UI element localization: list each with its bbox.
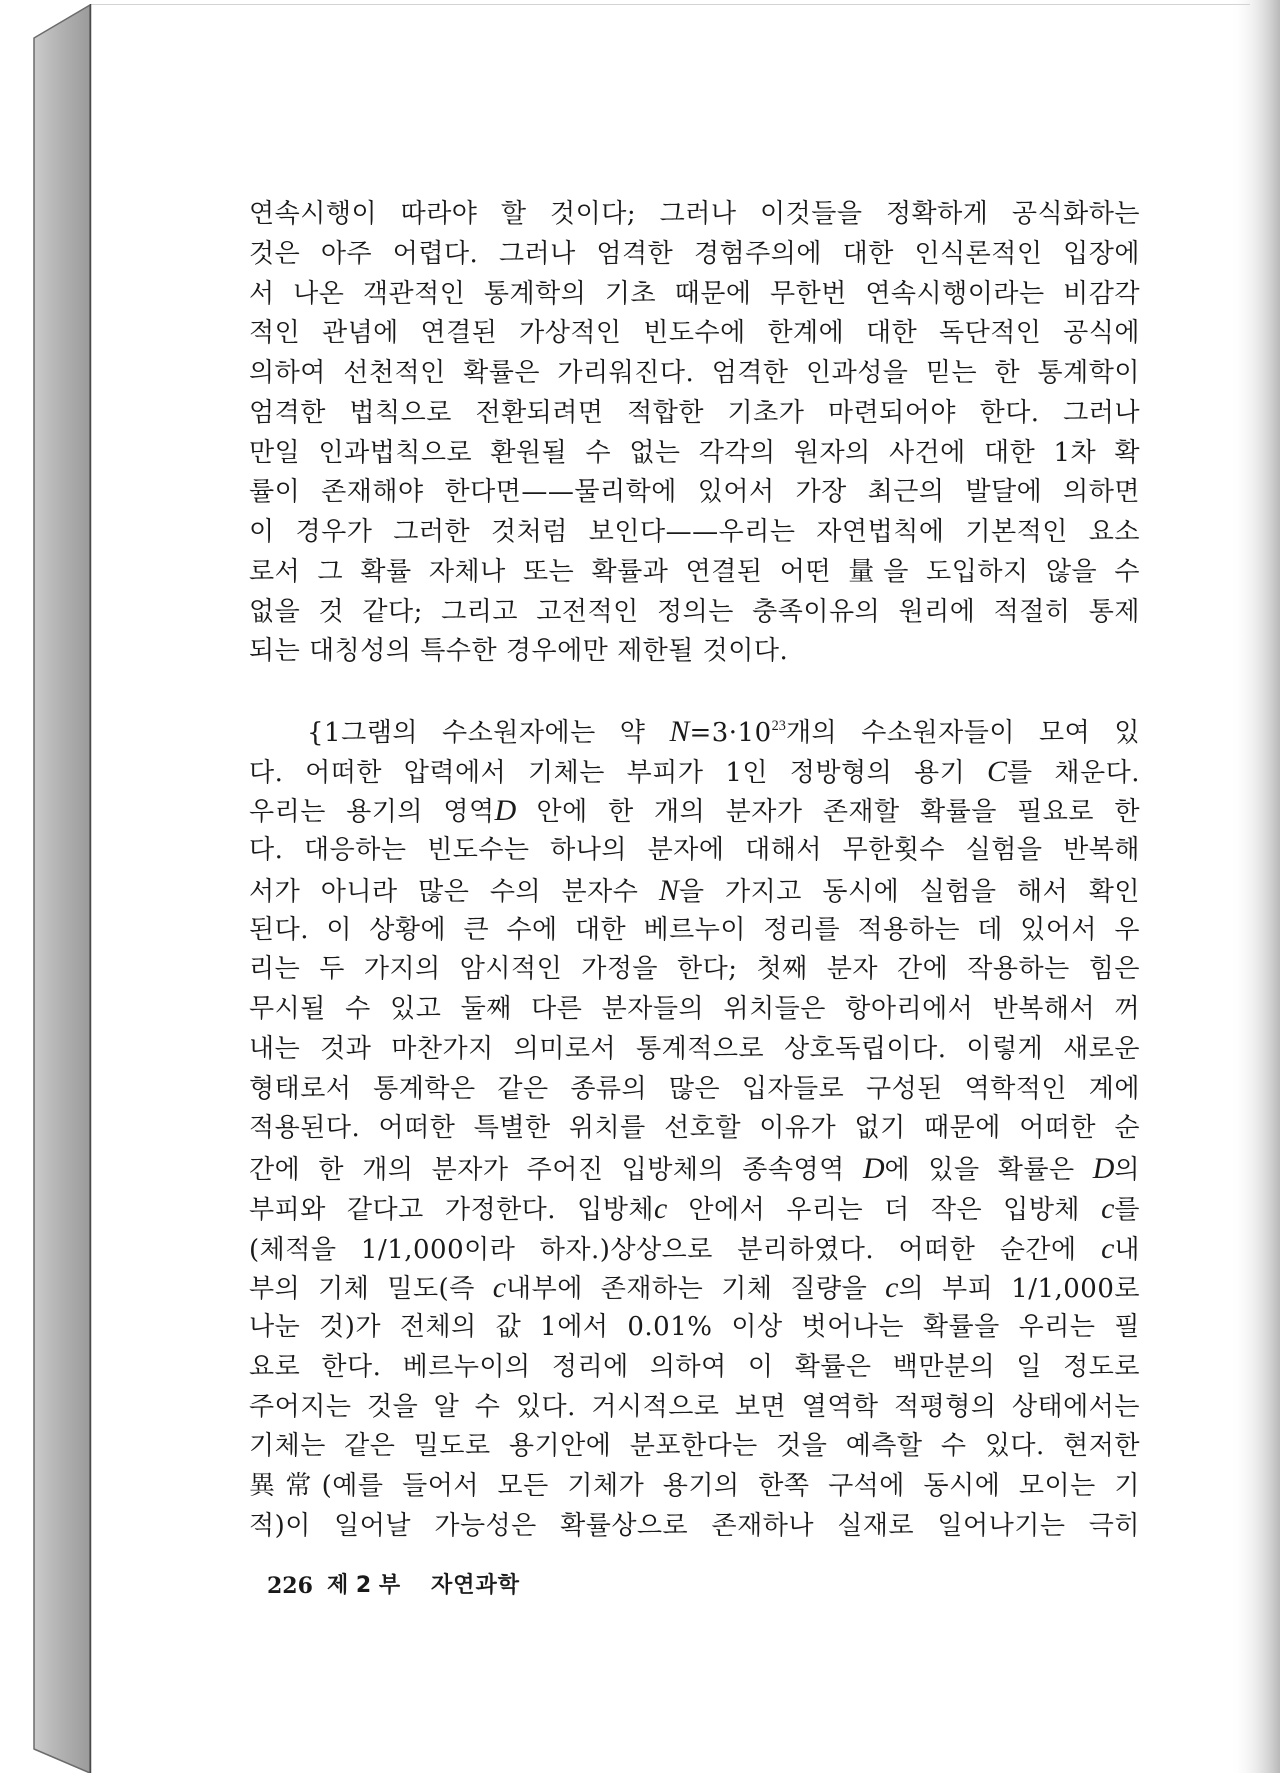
text-run: 간에 한 개의 분자가 주어진 입방체의 종속영역 [249, 1155, 863, 1185]
text-line: 적용된다. 어떠한 특별한 위치를 선호할 이유가 없기 때문에 어떠한 순 [249, 1113, 1140, 1144]
text-line: 다. 대응하는 빈도수는 하나의 분자에 대해서 무한횟수 실험을 반복해 [249, 835, 1140, 865]
paragraph [249, 195, 1140, 672]
text-run: (체적을 1/1,000이라 하자.)상상으로 분리하였다. 어떠한 순간에 [249, 1234, 1102, 1265]
page-edge-shadow [1230, 0, 1280, 1773]
text-line: 연속시행이 따라야 할 것이다; 그러나 이것들을 정확하게 공식화하는 [249, 199, 1140, 229]
text-line [249, 1189, 1140, 1229]
math-variable: N [658, 873, 679, 907]
text-line [249, 871, 1140, 911]
text-run: 서가 아니라 많은 수의 분자수 [249, 876, 659, 907]
text-line: 나눈 것)가 전체의 값 1에서 0.01% 이상 벗어나는 확률을 우리는 필 [249, 1312, 1140, 1342]
text-run: 우리는 용기의 영역 [249, 797, 495, 828]
part-label: 제 2 부 [327, 1573, 401, 1598]
text-line [249, 1229, 1140, 1269]
text-line: 적인 관념에 연결된 가상적인 빈도수에 한계에 대한 독단적인 공식에 [249, 318, 1140, 349]
text-run: 를 채운다. [1006, 757, 1140, 788]
text-run: 부피와 같다고 가정한다. 입방체 [249, 1194, 654, 1225]
math-variable: c [885, 1271, 899, 1305]
text-run: 다. 어떠한 압력에서 기체는 부피가 1인 정방형의 용기 [249, 757, 988, 788]
text-run: 내 [1114, 1234, 1140, 1265]
text-line: 주어지는 것을 알 수 있다. 거시적으로 보면 열역학 적평형의 상태에서는 [249, 1391, 1140, 1422]
paragraph [249, 712, 1140, 1547]
text-line: 요로 한다. 베르누이의 정리에 의하여 이 확률은 백만분의 일 정도로 [249, 1351, 1140, 1382]
text-line: 로서 그 확률 자체나 또는 확률과 연결된 어떤 量을 도입하지 않을 수 [249, 556, 1140, 587]
text-run: =3·10 [689, 717, 772, 748]
text-run: 개의 수소원자들이 모여 있 [785, 717, 1140, 748]
text-line: 이 경우가 그러한 것처럼 보인다——우리는 자연법칙에 기본적인 요소 [249, 517, 1140, 547]
text-line: 것은 아주 어렵다. 그러나 엄격한 경험주의에 대한 인식론적인 입장에 [249, 238, 1140, 269]
text-run: 를 [1114, 1194, 1140, 1225]
text-line: 만일 인과법칙으로 환원될 수 없는 각각의 원자의 사건에 대한 1차 확 [249, 437, 1140, 468]
math-variable: D [494, 794, 517, 828]
page-number: 226 [267, 1573, 313, 1599]
text-line: 무시될 수 있고 둘째 다른 분자들의 위치들은 항아리에서 반복해서 꺼 [249, 994, 1140, 1024]
book-spine [34, 5, 90, 1773]
text-run: 을 가지고 동시에 실험을 해서 확인 [678, 876, 1141, 907]
text-line: 내는 것과 마찬가지 의미로서 통계적으로 상호독립이다. 이렇게 새로운 [249, 1033, 1140, 1064]
text-line: 없을 것 같다; 그리고 고전적인 정의는 충족이유의 원리에 적절히 통제 [249, 596, 1140, 627]
math-variable: c [1101, 1191, 1115, 1225]
math-variable: c [492, 1271, 507, 1305]
page-footer [0, 1570, 1280, 1602]
math-variable: D [1092, 1152, 1115, 1185]
text-run: 안에서 우리는 더 작은 입방체 [667, 1194, 1102, 1225]
text-line: 률이 존재해야 한다면——물리학에 있어서 가장 최근의 발달에 의하면 [249, 477, 1140, 508]
text-line: 된다. 이 상황에 큰 수에 대한 베르누이 정리를 적용하는 데 있어서 우 [249, 914, 1140, 945]
text-line: 되는 대칭성의 특수한 경우에만 제한될 것이다. [249, 636, 789, 667]
text-line: 리는 두 가지의 암시적인 가정을 한다; 첫째 분자 간에 작용하는 힘은 [249, 954, 1140, 985]
text-run: 의 부피 1/1,000로 [898, 1274, 1140, 1305]
text-run: 의 [1114, 1155, 1140, 1185]
text-run: 내부에 존재하는 기체 질량을 [506, 1274, 886, 1305]
text-line [249, 791, 1140, 831]
text-line: 적)이 일어날 가능성은 확률상으로 존재하나 실재로 일어나기는 극히 [249, 1510, 1140, 1541]
text-run: {1그램의 수소원자에는 약 [307, 717, 670, 748]
text-run: 에 있을 확률은 [884, 1155, 1093, 1185]
text-run: 부의 기체 밀도(즉 [249, 1274, 493, 1305]
text-line [249, 752, 1140, 792]
text-line: 기체는 같은 밀도로 용기안에 분포한다는 것을 예측할 수 있다. 현저한 [249, 1431, 1140, 1462]
text-line [249, 1149, 1140, 1189]
math-variable: c [653, 1191, 668, 1225]
text-line: 서 나온 객관적인 통계학의 기초 때문에 무한번 연속시행이라는 비감각 [249, 278, 1140, 309]
math-variable: D [862, 1152, 885, 1185]
text-line: 異常(예를 들어서 모든 기체가 용기의 한쪽 구석에 동시에 모이는 기 [249, 1471, 1140, 1501]
text-run: 안에 한 개의 분자가 존재할 확률을 필요로 한 [516, 797, 1140, 828]
section-title: 자연과학 [431, 1573, 521, 1598]
exponent: 23 [771, 717, 786, 734]
text-line: 의하여 선천적인 확률은 가리워진다. 엄격한 인과성을 믿는 한 통계학이 [249, 358, 1140, 388]
text-line [249, 1268, 1140, 1308]
math-variable: N [669, 714, 690, 748]
math-variable: C [987, 754, 1007, 788]
text-line: 엄격한 법칙으로 전환되려면 적합한 기초가 마련되어야 한다. 그러나 [249, 397, 1140, 428]
text-line: 형태로서 통계학은 같은 종류의 많은 입자들로 구성된 역학적인 계에 [249, 1073, 1140, 1104]
math-variable: c [1101, 1231, 1115, 1265]
text-line [249, 712, 1140, 752]
body-text [249, 195, 1140, 1547]
